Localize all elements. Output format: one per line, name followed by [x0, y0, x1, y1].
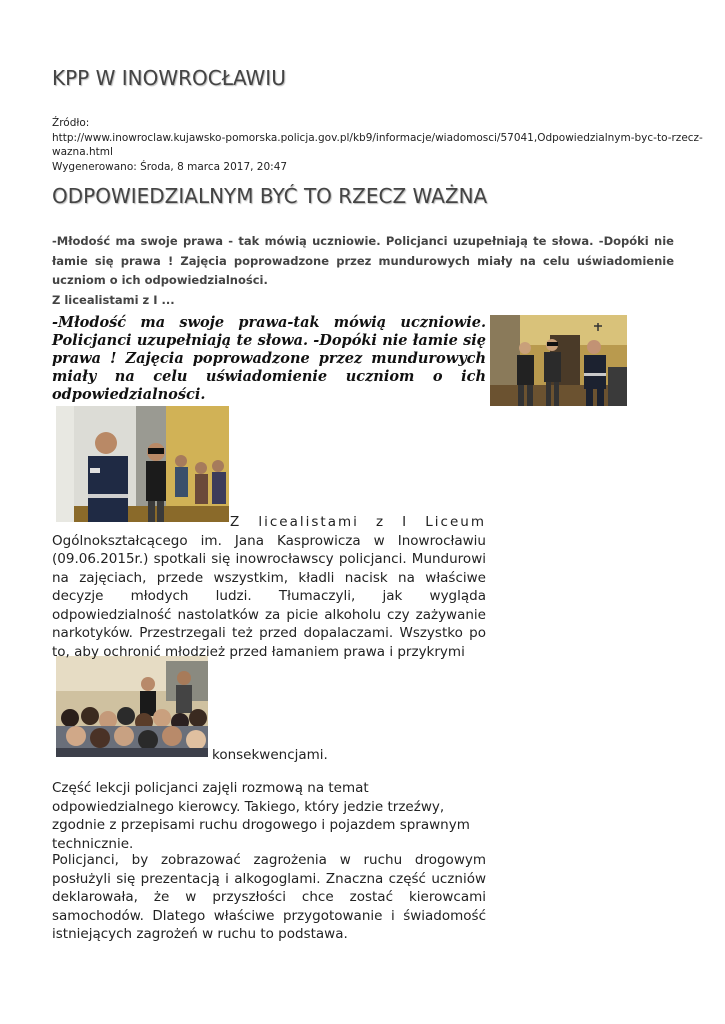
source-url[interactable]: http://www.inowroclaw.kujawsko-pomorska.policja.gov.pl/kb9/informacje/wiadomosci/57041,Odpowiedzialnym-byc-to-rzecz- — [52, 131, 703, 144]
photo-classroom — [56, 656, 208, 757]
photo-officers-goggles — [490, 315, 627, 406]
source-meta — [52, 116, 703, 174]
source-label: Źródło: — [52, 117, 90, 129]
paragraph-1-first-line: Z licealistami z I Liceum — [230, 514, 486, 530]
lead-text: -Młodość ma swoje prawa - tak mówią uczniowie. Policjanci uzupełniają te słowa. -Dopóki nie łamie się prawa ! Zajęcia poprowadzone przez mundurowych miały na celu uświadomienie uczniom o ich odpowiedzialności. — [52, 234, 674, 287]
article-paragraph-3: Policjanci, by zobrazować zagrożenia w ruchu drogowym posłużyli się prezentacją i alkogoglami. Znaczna część uczniów deklarowała, że w przyszłości chce zostać kierowcami samochodów. Dlatego właściwe przygotowanie i świadomość istniejących zagrożeń w ruchu to podstawa. — [52, 852, 486, 942]
paragraph-1-end: konsekwencjami. — [212, 747, 328, 763]
article-intro: -Młodość ma swoje prawa-tak mówią uczniowie. Policjanci uzupełniają te słowa. -Dopóki nie łamie się prawa ! Zajęcia poprowadzone przez mundurowych miały na celu uświadomienie uczniom o ich odpowiedzialności. — [52, 314, 486, 403]
generated-date: Wygenerowano: Środa, 8 marca 2017, 20:47 — [52, 160, 288, 173]
article-title: ODPOWIEDZIALNYM BYĆ TO RZECZ WAŻNA — [52, 184, 488, 208]
site-title: KPP W INOWROCŁAWIU — [52, 66, 286, 90]
paragraph-1-text: Ogólnokształcącego im. Jana Kasprowicza w Inowrocławiu (09.06.2015r.) spotkali się inowrocławscy policjanci. Mundurowi na zajęciach, przede wszystkim, kładli nacisk na właściwe decyzje młodych ludzi. Tłumaczyli, jak wygląda odpowiedzialność nastolatków za picie alkoholu czy zażywanie narkotyków. Przestrzegali też przed dopalaczami. Wszystko po to, aby ochronić młodzież przed łamaniem prawa i przykrymi — [52, 532, 486, 660]
article-paragraph-2: Część lekcji policjanci zajęli rozmową na temat odpowiedzialnego kierowcy. Takiego, który jedzie trzeźwy, zgodnie z przepisami ruchu drogowego i pojazdem sprawnym technicznie. — [52, 780, 470, 852]
photo-officer-student — [56, 406, 229, 522]
source-url-continued[interactable]: wazna.html — [52, 146, 113, 158]
article-lead — [52, 232, 674, 310]
lead-tail: Z licealistami z I ... — [52, 292, 175, 307]
article-paragraph-1 — [52, 513, 486, 661]
